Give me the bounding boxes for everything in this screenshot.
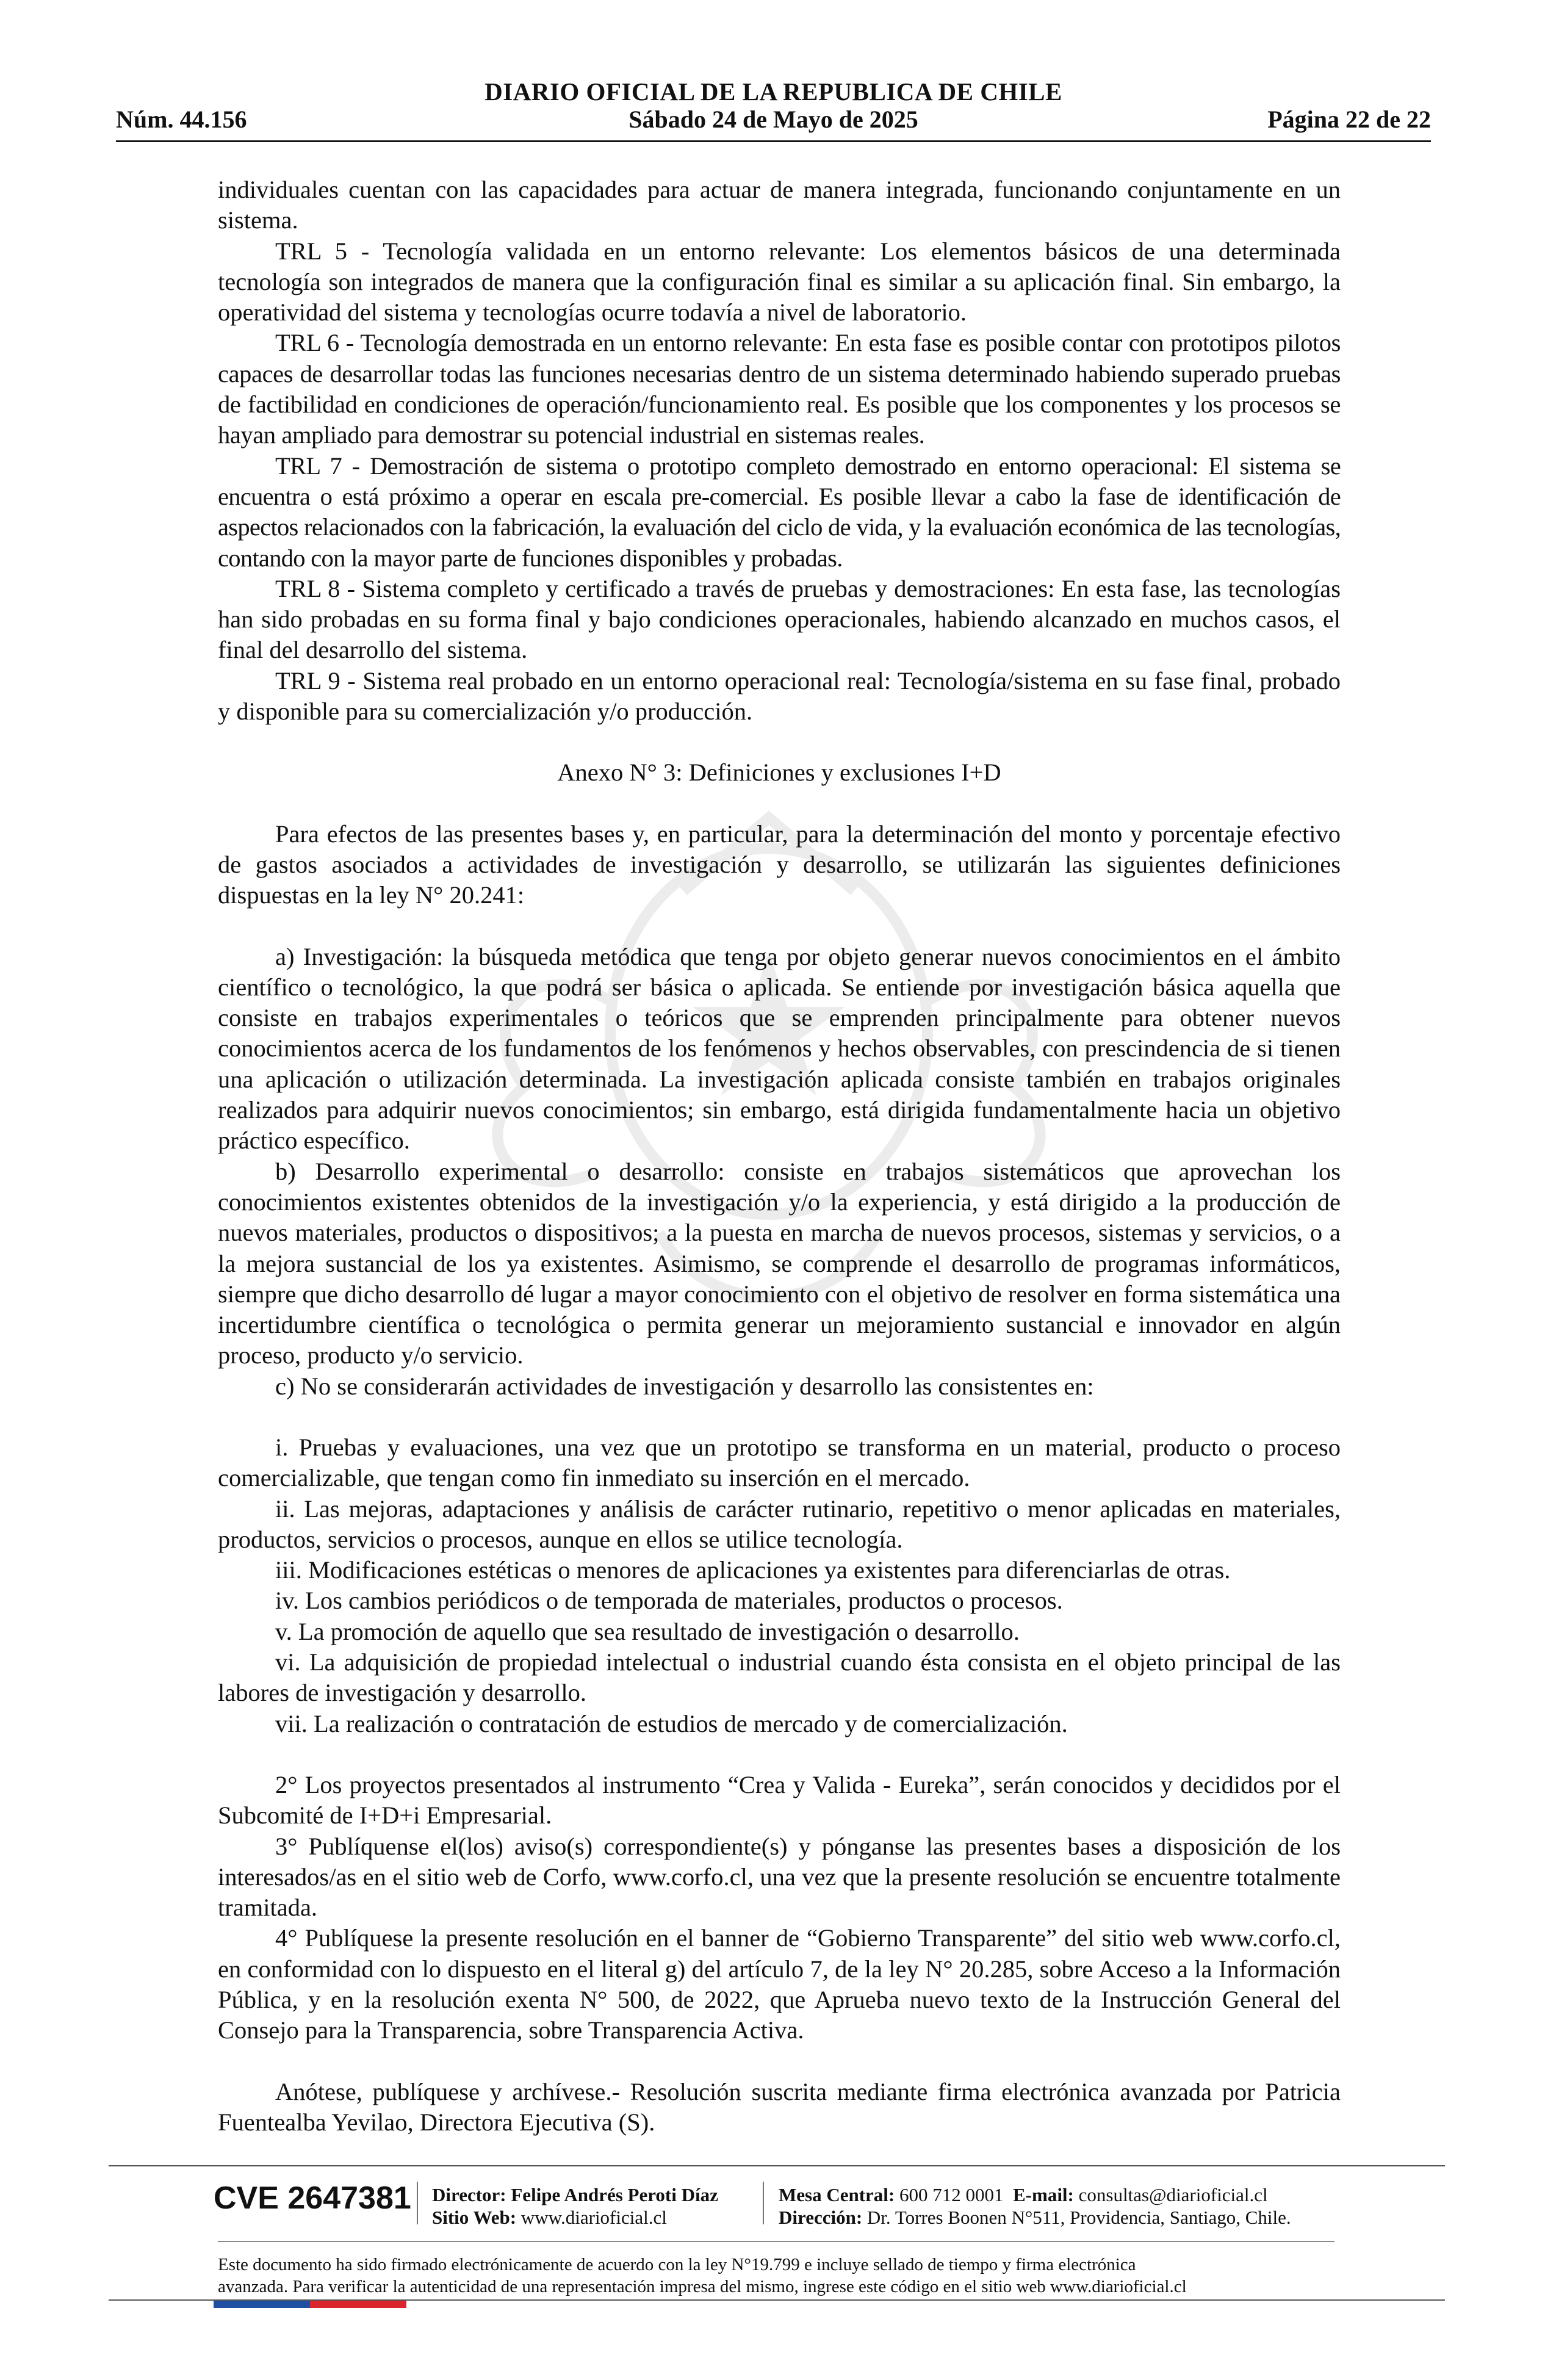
header-divider <box>116 140 1431 142</box>
trl-6-paragraph: TRL 6 - Tecnología demostrada en un entorno relevante: En esta fase es posible contar con prototipos pilotos capaces de desarrollar todas las funciones necesarias dentro de un sistema determinado habiendo superado pruebas de factibilidad en condiciones de operación/funcionamiento real. Es posible que los componentes y los procesos se hayan ampliado para demostrar su potencial industrial en sistemas reales. <box>218 329 1341 449</box>
email-link[interactable]: consultas@diarioficial.cl <box>1078 2184 1268 2205</box>
definition-exclusions-intro: c) No se considerarán actividades de investigación y desarrollo las consistentes en: <box>275 1372 1094 1400</box>
footer-contact-column <box>779 2183 1291 2229</box>
address-label: Dirección: <box>779 2207 863 2228</box>
address-value: Dr. Torres Boonen N°511, Providencia, Santiago, Chile. <box>866 2207 1291 2228</box>
exclusion-item: vi. La adquisición de propiedad intelectual o industrial cuando ésta consista en el objeto principal de las labores de investigación y desarrollo. <box>218 1648 1341 1707</box>
director-name: Felipe Andrés Peroti Díaz <box>511 2184 718 2205</box>
issue-date: Sábado 24 de Mayo de 2025 <box>629 106 918 133</box>
central-phone: 600 712 0001 <box>899 2184 1004 2205</box>
exclusion-item: iv. Los cambios periódicos o de temporada de materiales, productos o procesos. <box>275 1587 1063 1615</box>
exclusion-item: v. La promoción de aquello que sea resultado de investigación o desarrollo. <box>275 1617 1020 1645</box>
article-3-paragraph: 3° Publíquense el(los) aviso(s) correspondiente(s) y pónganse las presentes bases a disposición de los interesados/as en el sitio web de Corfo, www.corfo.cl, una vez que la presente resolución se encuentre totalmente tramitada. <box>218 1832 1341 1922</box>
closing-paragraph: Anótese, publíquese y archívese.- Resolución suscrita mediante firma electrónica avanzada por Patricia Fuentealba Yevilao, Directora Ejecutiva (S). <box>218 2077 1341 2136</box>
flag-stripe-blue <box>214 2301 310 2308</box>
trl-8-paragraph: TRL 8 - Sistema completo y certificado a través de pruebas y demostraciones: En esta fase, las tecnologías han sido probadas en su forma final y bajo condiciones operacionales, habiendo alcanzado en muchos casos, el final del desarrollo del sistema. <box>218 574 1341 664</box>
definition-development: b) Desarrollo experimental o desarrollo: consiste en trabajos sistemáticos que aprovechan los conocimientos existentes obtenidos de la investigación y/o la experiencia, y está dirigido a la producción de nuevos materiales, productos o dispositivos; a la puesta en marcha de nuevos procesos, sistemas y servicios, o a la mejora sustancial de los ya existentes. Asimismo, se comprende el desarrollo de programas informáticos, siempre que dicho desarrollo dé lugar a mayor conocimiento con el objetivo de resolver en forma sistemática una incertidumbre científica o tecnológica o permita generar un mejoramiento sustancial e innovador en algún proceso, producto y/o servicio. <box>218 1157 1341 1369</box>
legal-notice <box>218 2254 1353 2298</box>
legal-notice-line: avanzada. Para verificar la autenticidad de una representación impresa del mismo, ingrese este código en el sitio web www.diarioficial.cl <box>218 2277 1187 2296</box>
annex-intro-paragraph: Para efectos de las presentes bases y, en particular, para la determinación del monto y porcentaje efectivo de gastos asociados a actividades de investigación y desarrollo, se utilizarán las siguientes definiciones dispuestas en la ley N° 20.241: <box>218 820 1341 909</box>
page-header <box>116 73 1431 142</box>
website-link[interactable]: www.diarioficial.cl <box>520 2207 667 2228</box>
exclusion-item: vii. La realización o contratación de estudios de mercado y de comercialización. <box>275 1709 1068 1737</box>
footer-mid-divider <box>218 2241 1334 2242</box>
article-4-paragraph: 4° Publíquese la presente resolución en el banner de “Gobierno Transparente” del sitio web www.corfo.cl, en conformidad con lo dispuesto en el literal g) del artículo 7, de la ley N° 20.285, sobre Acceso a la Información Pública, y en la resolución exenta N° 500, de 2022, que Aprueba nuevo texto de la Instrucción General del Consejo para la Transparencia, sobre Transparencia Activa. <box>218 1924 1341 2044</box>
annex-heading: Anexo N° 3: Definiciones y exclusiones I+D <box>557 759 1001 787</box>
email-label: E-mail: <box>1013 2184 1074 2205</box>
director-label: Director: <box>432 2184 506 2205</box>
exclusion-item: iii. Modificaciones estéticas o menores de aplicaciones ya existentes para diferenciarlas de otras. <box>275 1556 1231 1584</box>
trl-9-paragraph: TRL 9 - Sistema real probado en un entorno operacional real: Tecnología/sistema en su fase final, probado y disponible para su comercialización y/o producción. <box>218 666 1341 726</box>
website-label: Sitio Web: <box>432 2207 517 2228</box>
footer-separator <box>763 2182 764 2224</box>
footer-top-divider <box>109 2165 1445 2166</box>
document-body <box>218 175 1341 2138</box>
legal-notice-line: Este documento ha sido firmado electrónicamente de acuerdo con la ley N°19.799 e incluye sellado de tiempo y firma electrónica <box>218 2255 1136 2274</box>
cve-code: CVE 2647381 <box>214 2180 411 2216</box>
page-indicator: Página 22 de 22 <box>1267 106 1431 133</box>
trl-7-paragraph: TRL 7 - Demostración de sistema o prototipo completo demostrado en entorno operacional: El sistema se encuentra o está próximo a operar en escala pre-comercial. Es posible llevar a cabo la fase de identificación de aspectos relacionados con la fabricación, la evaluación del ciclo de vida, y la evaluación económica de las tecnologías, contando con la mayor parte de funciones disponibles y probadas. <box>218 452 1341 572</box>
newspaper-title: DIARIO OFICIAL DE LA REPUBLICA DE CHILE <box>484 78 1062 106</box>
central-label: Mesa Central: <box>779 2184 895 2205</box>
article-2-paragraph: 2° Los proyectos presentados al instrumento “Crea y Valida - Eureka”, serán conocidos y decididos por el Subcomité de I+D+i Empresarial. <box>218 1770 1341 1830</box>
definition-research: a) Investigación: la búsqueda metódica que tenga por objeto generar nuevos conocimientos en el ámbito científico o tecnológico, la que podrá ser básica o aplicada. Se entiende por investigación básica aquella que consiste en trabajos experimentales o teóricos que se emprenden principalmente para obtener nuevos conocimientos acerca de los fundamentos de los fenómenos y hechos observables, con prescindencia de si tienen una aplicación o utilización determinada. La investigación aplicada consiste también en trabajos originales realizados para adquirir nuevos conocimientos; sin embargo, está dirigida fundamentalmente hacia un objetivo práctico específico. <box>218 942 1341 1155</box>
exclusion-item: i. Pruebas y evaluaciones, una vez que un prototipo se transforma en un material, producto o proceso comercializable, que tengan como fin inmediato su inserción en el mercado. <box>218 1433 1341 1492</box>
issue-number: Núm. 44.156 <box>116 106 247 133</box>
footer-director-column <box>432 2183 718 2229</box>
flag-stripe-red <box>310 2301 406 2308</box>
footer-separator <box>417 2182 418 2224</box>
paragraph-continuation: individuales cuentan con las capacidades para actuar de manera integrada, funcionando conjuntamente en un sistema. <box>218 176 1341 234</box>
exclusion-item: ii. Las mejoras, adaptaciones y análisis de carácter rutinario, repetitivo o menor aplicadas en materiales, productos, servicios o procesos, aunque en ellos se utilice tecnología. <box>218 1495 1341 1553</box>
trl-5-paragraph: TRL 5 - Tecnología validada en un entorno relevante: Los elementos básicos de una determinada tecnología son integrados de manera que la configuración final es similar a su aplicación final. Sin embargo, la operatividad del sistema y tecnologías ocurre todavía a nivel de laboratorio. <box>218 237 1341 326</box>
